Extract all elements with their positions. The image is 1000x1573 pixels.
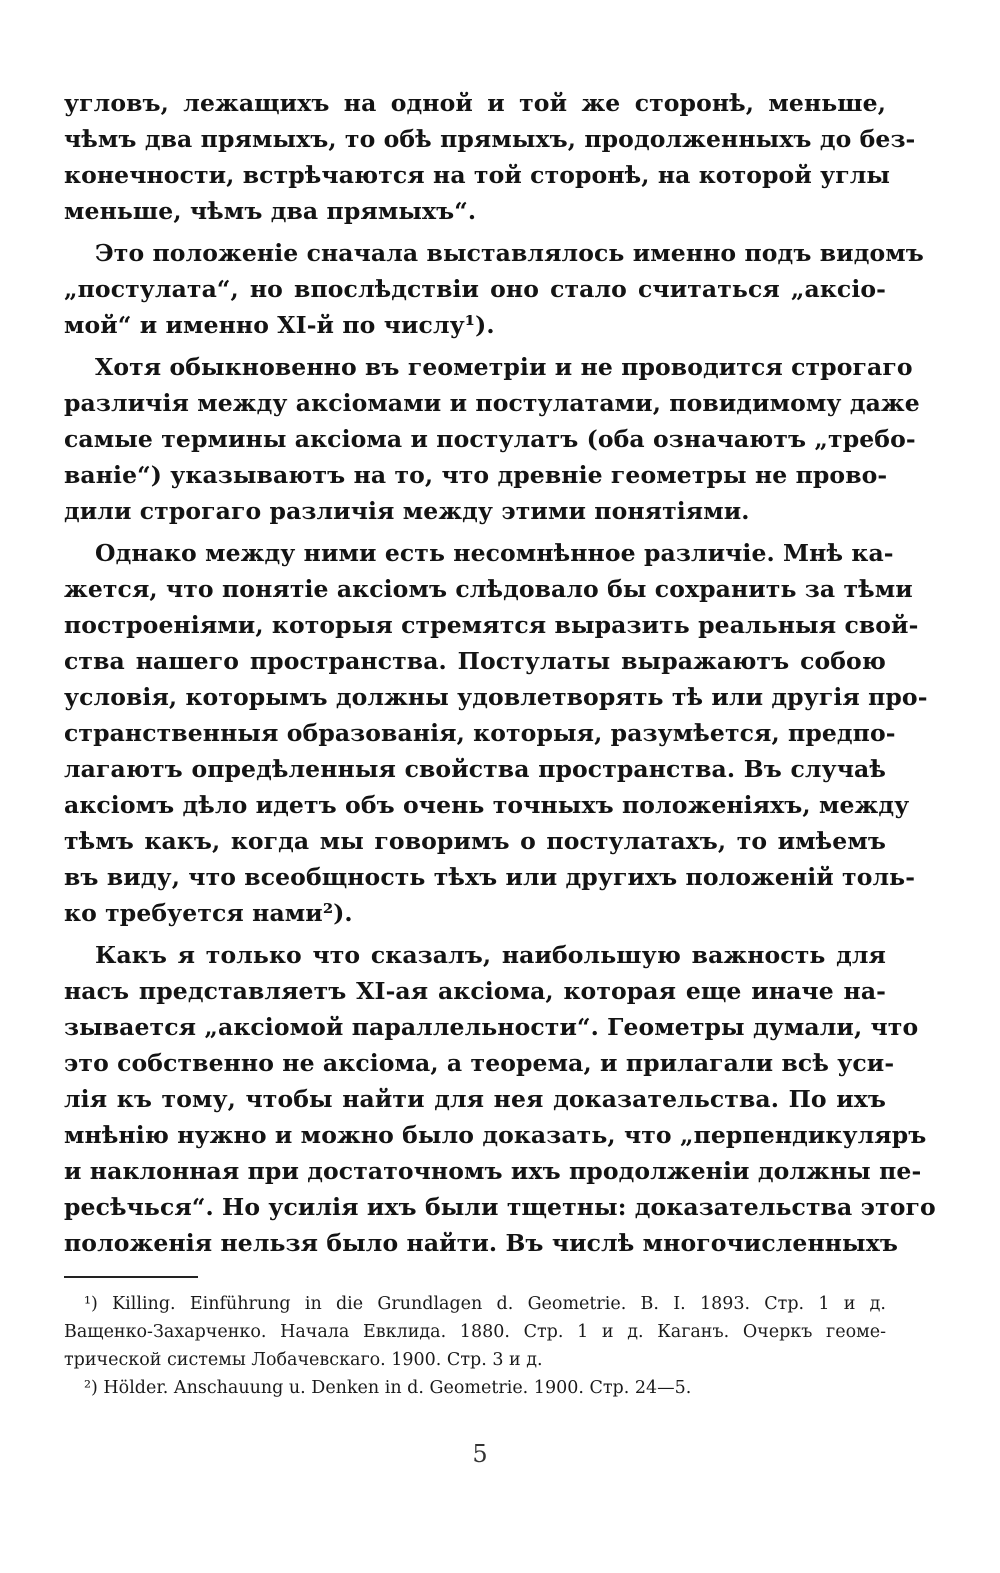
- text-line: дили строгаго различiя между этими понятiями.: [64, 497, 750, 525]
- text-line: ресѣчься“. Но усилiя ихъ были тщетны: доказательства этого: [64, 1193, 936, 1221]
- text-line: насъ представляетъ XI-ая аксiома, которая еще иначе на-: [64, 977, 886, 1005]
- text-line: чѣмъ два прямыхъ, то обѣ прямыхъ, продолженныхъ до без-: [64, 125, 916, 153]
- text-line: ко требуется нами²).: [64, 899, 353, 927]
- text-line: самые термины аксiома и постулатъ (оба означаютъ „требо-: [64, 425, 916, 453]
- footnote-line: ¹) Killing. Einführung in die Grundlagen d. Geometrie. B. I. 1893. Стр. 1 и д.: [84, 1294, 886, 1314]
- text-line: Это положенiе сначала выставлялось именно подъ видомъ: [95, 239, 924, 267]
- footnote-line: ²) Hölder. Anschauung u. Denken in d. Geometrie. 1900. Стр. 24—5.: [84, 1378, 692, 1398]
- text-line: странственныя образованiя, которыя, разумѣется, предпо-: [64, 719, 896, 747]
- text-line: жется, что понятiе аксiомъ слѣдовало бы сохранить за тѣми: [64, 575, 913, 603]
- text-line: тѣмъ какъ, когда мы говоримъ о постулатахъ, то имѣемъ: [64, 827, 886, 855]
- text-line: Однако между ними есть несомнѣнное различiе. Мнѣ ка-: [95, 539, 894, 567]
- text-line: лагаютъ опредѣленныя свойства пространства. Въ случаѣ: [64, 755, 886, 783]
- text-line: аксiомъ дѣло идетъ объ очень точныхъ положенiяхъ, между: [64, 791, 910, 819]
- text-line: ства нашего пространства. Постулаты выражаютъ собою: [64, 647, 886, 675]
- text-line: въ виду, что всеобщность тѣхъ или другихъ положенiй толь-: [64, 863, 916, 891]
- footnote-line: трической системы Лобачевскаго. 1900. Стр. 3 и д.: [64, 1350, 543, 1370]
- text-line: конечности, встрѣчаются на той сторонѣ, на которой углы: [64, 161, 891, 189]
- text-line: положенiя нельзя было найти. Въ числѣ многочисленныхъ: [64, 1229, 898, 1257]
- page-number: 5: [472, 1440, 488, 1468]
- text-line: зывается „аксiомой параллельности“. Геометры думали, что: [64, 1013, 919, 1041]
- body-text: [64, 85, 936, 1261]
- footnote-divider: [64, 1276, 198, 1278]
- text-line: различiя между аксiомами и постулатами, повидимому даже: [64, 389, 920, 417]
- text-line: меньше, чѣмъ два прямыхъ“.: [64, 197, 477, 225]
- text-line: мнѣнiю нужно и можно было доказать, что „перпендикуляръ: [64, 1121, 927, 1149]
- text-line: построенiями, которыя стремятся выразить реальныя свой-: [64, 611, 919, 639]
- text-line: это собственно не аксiома, а теорема, и прилагали всѣ уси-: [64, 1049, 895, 1077]
- text-line: условiя, которымъ должны удовлетворять тѣ или другiя про-: [64, 683, 928, 711]
- footnote-line: Ващенко-Захарченко. Начала Евклида. 1880. Стр. 1 и д. Каганъ. Очеркъ геоме-: [64, 1322, 886, 1342]
- text-line: ванiе“) указываютъ на то, что древнiе геометры не прово-: [64, 461, 888, 489]
- text-line: Какъ я только что сказалъ, наибольшую важность для: [95, 941, 886, 969]
- text-line: „постулата“, но впослѣдствiи оно стало считаться „аксiо-: [64, 275, 886, 303]
- text-line: мой“ и именно XI-й по числу¹).: [64, 311, 495, 339]
- text-line: и наклонная при достаточномъ ихъ продолженiи должны пе-: [64, 1157, 922, 1185]
- footnotes: [64, 1290, 886, 1402]
- text-line: Хотя обыкновенно въ геометрiи и не проводится строгаго: [95, 353, 913, 381]
- text-line: угловъ, лежащихъ на одной и той же сторонѣ, меньше,: [64, 89, 886, 117]
- text-line: лiя къ тому, чтобы найти для нея доказательства. По ихъ: [64, 1085, 886, 1113]
